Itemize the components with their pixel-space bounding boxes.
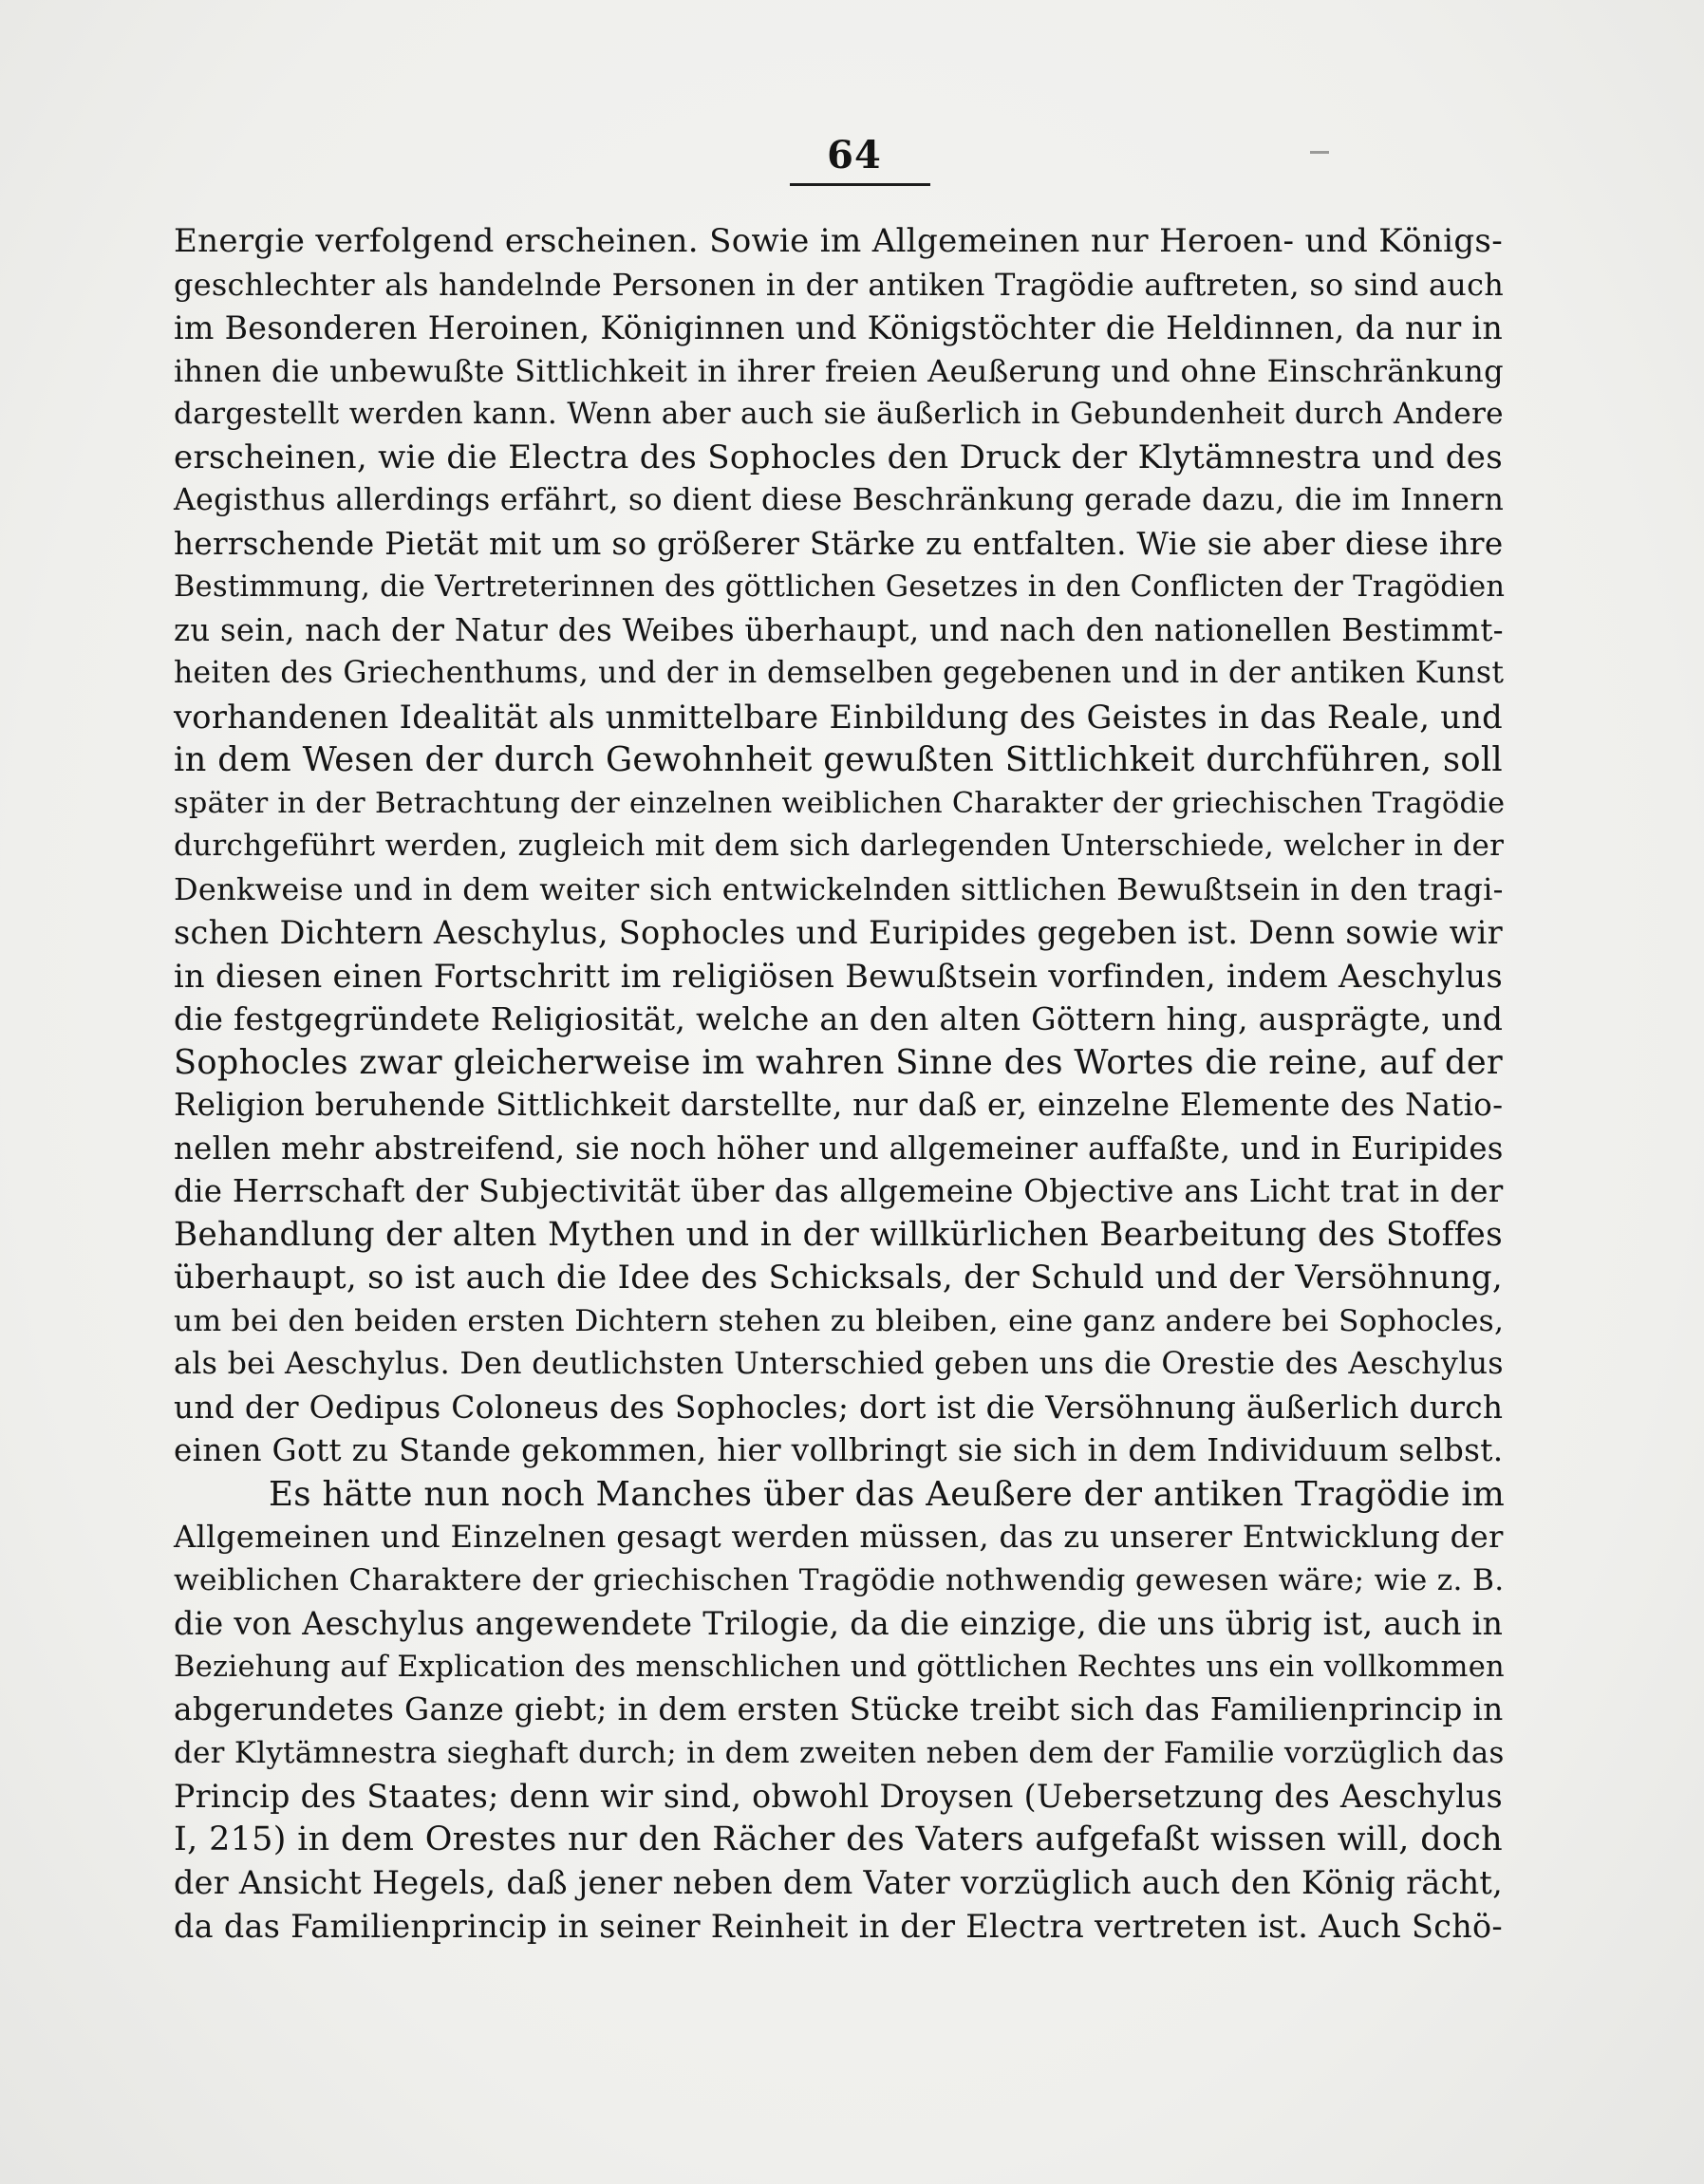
text-line: um bei den beiden ersten Dichtern stehen zu bleiben, eine ganz andere bei Sophocles,: [174, 1303, 1505, 1338]
text-line: nellen mehr abstreifend, sie noch höher und allgemeiner auffaßte, und in Euripides: [174, 1129, 1504, 1167]
text-line: später in der Betrachtung der einzelnen weiblichen Charakter der griechischen Tragödie: [174, 786, 1506, 820]
text-line: abgerundetes Ganze giebt; in dem ersten Stücke treibt sich das Familienprincip in: [174, 1691, 1504, 1727]
text-line: Behandlung der alten Mythen und in der willkürlichen Bearbeitung des Stoffes: [174, 1215, 1503, 1254]
text-line: Denkweise und in dem weiter sich entwickelnden sittlichen Bewußtsein in den tragi-: [174, 870, 1504, 907]
text-line: Princip des Staates; denn wir sind, obwohl Droysen (Uebersetzung des Aeschylus: [174, 1778, 1503, 1815]
text-line: erscheinen, wie die Electra des Sophocles den Druck der Klytämnestra und des: [174, 438, 1503, 476]
page-number-rule: [790, 183, 930, 186]
text-line: vorhandenen Idealität als unmittelbare Einbildung des Geistes in das Reale, und: [174, 698, 1503, 736]
text-line: der Klytämnestra sieghaft durch; in dem zweiten neben dem der Familie vorzüglich das: [174, 1735, 1505, 1770]
text-line: Sophocles zwar gleicherweise im wahren Sinne des Wortes die reine, auf der: [174, 1042, 1503, 1082]
paragraph-start-line: Es hätte nun noch Manches über das Aeußere der antiken Tragödie im: [269, 1474, 1506, 1514]
text-line: Aegisthus allerdings erfährt, so dient diese Beschränkung gerade dazu, die im Innern: [174, 483, 1505, 517]
text-line: Beziehung auf Explication des menschlichen und göttlichen Rechtes uns ein vollkommen: [174, 1650, 1505, 1684]
margin-mark: [1310, 151, 1329, 154]
text-line: überhaupt, so ist auch die Idee des Schicksals, der Schuld und der Versöhnung,: [174, 1259, 1503, 1297]
text-line: die festgegründete Religiosität, welche an den alten Göttern hing, ausprägte, und: [174, 1000, 1504, 1037]
text-line: weiblichen Charaktere der griechischen Tragödie nothwendig gewesen wäre; wie z. B.: [174, 1562, 1505, 1597]
text-line: Religion beruhende Sittlichkeit darstellte, nur daß er, einzelne Elemente des Natio-: [174, 1087, 1504, 1123]
text-line: ihnen die unbewußte Sittlichkeit in ihrer freien Aeußerung und ohne Einschränkung: [174, 352, 1504, 389]
paragraph-end-line: einen Gott zu Stande gekommen, hier vollbringt sie sich in dem Individuum selbst.: [174, 1432, 1504, 1468]
text-line: da das Familienprincip in seiner Reinheit in der Electra vertreten ist. Auch Schö-: [174, 1907, 1503, 1945]
text-line: geschlechter als handelnde Personen in der antiken Tragödie auftreten, so sind auch: [174, 266, 1505, 303]
text-line: heiten des Griechenthums, und der in demselben gegebenen und in der antiken Kunst: [174, 656, 1505, 690]
body-text: [174, 220, 1506, 1948]
text-line: Bestimmung, die Vertreterinnen des göttlichen Gesetzes in den Conflicten der Tragödien: [174, 570, 1506, 604]
text-line: Energie verfolgend erscheinen. Sowie im Allgemeinen nur Heroen- und Königs-: [174, 222, 1503, 260]
text-line: dargestellt werden kann. Wenn aber auch sie äußerlich in Gebundenheit durch Andere: [174, 397, 1504, 431]
text-line: in diesen einen Fortschritt im religiösen Bewußtsein vorfinden, indem Aeschylus: [174, 957, 1503, 995]
text-line: der Ansicht Hegels, daß jener neben dem Vater vorzüglich auch den König rächt,: [174, 1864, 1503, 1901]
text-line: in dem Wesen der durch Gewohnheit gewußten Sittlichkeit durchführen, soll: [174, 740, 1503, 779]
text-line: durchgeführt werden, zugleich mit dem sich darlegenden Unterschiede, welcher in der: [174, 829, 1505, 863]
text-line: als bei Aeschylus. Den deutlichsten Unterschied geben uns die Orestie des Aeschylus: [174, 1347, 1504, 1381]
text-line: herrschende Pietät mit um so größerer Stärke zu entfalten. Wie sie aber diese ihre: [174, 525, 1504, 562]
page-number: 64: [827, 133, 882, 177]
text-line: I, 215) in dem Orestes nur den Rächer des Vaters aufgefaßt wissen will, doch: [174, 1820, 1503, 1858]
text-line: und der Oedipus Coloneus des Sophocles; dort ist die Versöhnung äußerlich durch: [174, 1389, 1504, 1426]
text-line: Allgemeinen und Einzelnen gesagt werden müssen, das zu unserer Entwicklung der: [174, 1519, 1504, 1555]
text-line: die Herrschaft der Subjectivität über das allgemeine Objective ans Licht trat in der: [174, 1173, 1504, 1209]
text-line: schen Dichtern Aeschylus, Sophocles und Euripides gegeben ist. Denn sowie wir: [174, 914, 1503, 951]
text-line: im Besonderen Heroinen, Königinnen und Königstöchter die Heldinnen, da nur in: [174, 309, 1503, 346]
text-line: die von Aeschylus angewendete Trilogie, da die einzige, die uns übrig ist, auch in: [174, 1605, 1504, 1642]
text-line: zu sein, nach der Natur des Weibes überhaupt, und nach den nationellen Bestimmt-: [174, 611, 1504, 648]
